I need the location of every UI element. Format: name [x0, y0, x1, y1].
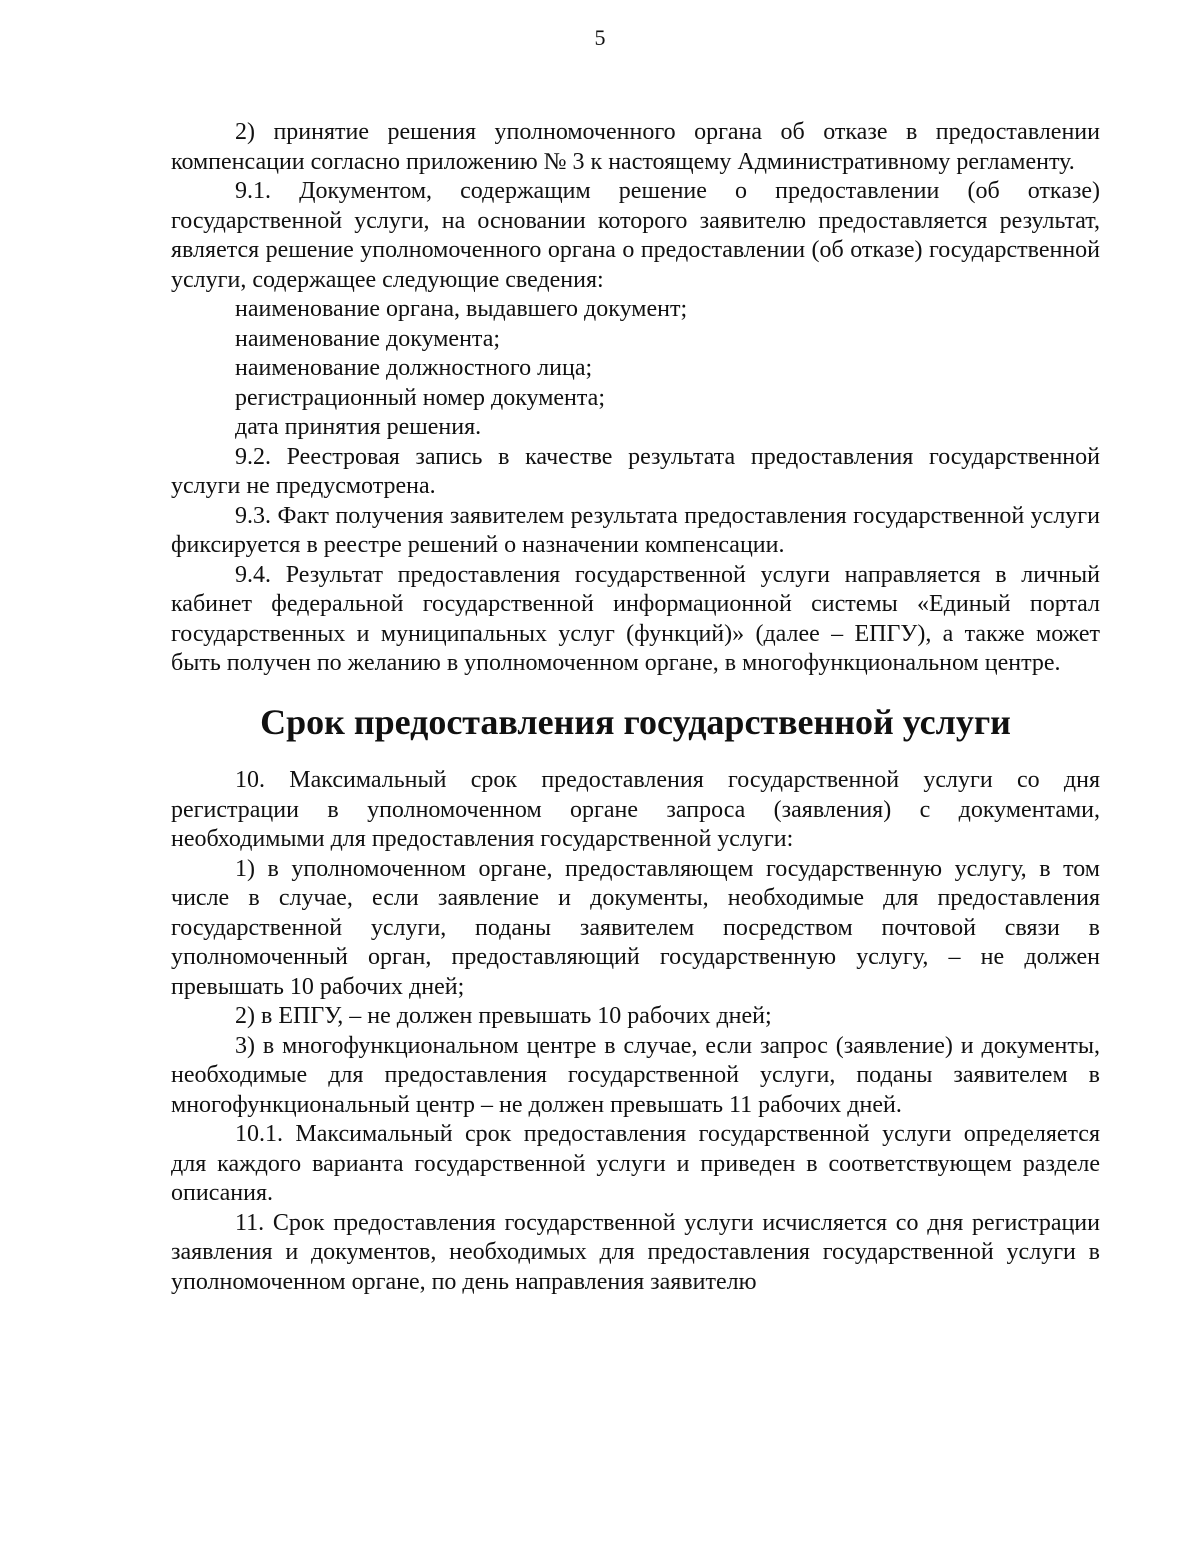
- paragraph-11: 11. Срок предоставления государственной услуги исчисляется со дня регистрации заявления и документов, необходимых для предоставления государственной услуги в уполномоченном органе, по день направления заявителю: [171, 1209, 1100, 1295]
- list-item: наименование должностного лица;: [235, 355, 593, 381]
- list-item: дата принятия решения.: [235, 414, 482, 440]
- paragraph-10-item-2: 2) в ЕПГУ, – не должен превышать 10 рабочих дней;: [235, 1003, 772, 1029]
- paragraph-10-item-3: 3) в многофункциональном центре в случае, если запрос (заявление) и документы, необходимые для предоставления государственной услуги, поданы заявителем в многофункциональный центр – не должен превышать 11 рабочих дней.: [171, 1032, 1100, 1118]
- list-item: наименование органа, выдавшего документ;: [235, 296, 688, 322]
- paragraph-9-1: 9.1. Документом, содержащим решение о предоставлении (об отказе) государственной услуги, на основании которого заявителю предоставляется результат, является решение уполномоченного органа о предоставлении (об отказе) государственной услуги, содержащее следующие сведения:: [171, 178, 1100, 293]
- paragraph-9-3: 9.3. Факт получения заявителем результата предоставления государственной услуги фиксируется в реестре решений о назначении компенсации.: [171, 502, 1100, 558]
- document-body: [171, 118, 1100, 1297]
- paragraph-10-item-1: 1) в уполномоченном органе, предоставляющем государственную услугу, в том числе в случае, если заявление и документы, необходимые для предоставления государственной услуги, поданы заявителем посредством почтовой связи в уполномоченный орган, предоставляющий государственную услугу, – не должен превышать 10 рабочих дней;: [171, 855, 1100, 1000]
- paragraph-9-2: 9.2. Реестровая запись в качестве результата предоставления государственной услуги не предусмотрена.: [171, 443, 1100, 499]
- page-number: 5: [594, 25, 606, 50]
- paragraph-10-1: 10.1. Максимальный срок предоставления государственной услуги определяется для каждого варианта государственной услуги и приведен в соответствующем разделе описания.: [171, 1121, 1100, 1206]
- paragraph-9-4: 9.4. Результат предоставления государственной услуги направляется в личный кабинет федеральной государственной информационной системы «Единый портал государственных и муниципальных услуг (функций)» (далее – ЕПГУ), а также может быть получен по желанию в уполномоченном органе, в многофункциональном центре.: [171, 561, 1100, 676]
- section-heading: Срок предоставления государственной услуги: [260, 701, 1011, 742]
- paragraph-refusal-decision: 2) принятие решения уполномоченного органа об отказе в предоставлении компенсации согласно приложению № 3 к настоящему Административному регламенту.: [171, 119, 1100, 175]
- paragraph-10: 10. Максимальный срок предоставления государственной услуги со дня регистрации в уполномоченном органе запроса (заявления) с документами, необходимыми для предоставления государственной услуги:: [171, 767, 1100, 852]
- list-item: регистрационный номер документа;: [235, 384, 605, 411]
- list-item: наименование документа;: [235, 325, 501, 352]
